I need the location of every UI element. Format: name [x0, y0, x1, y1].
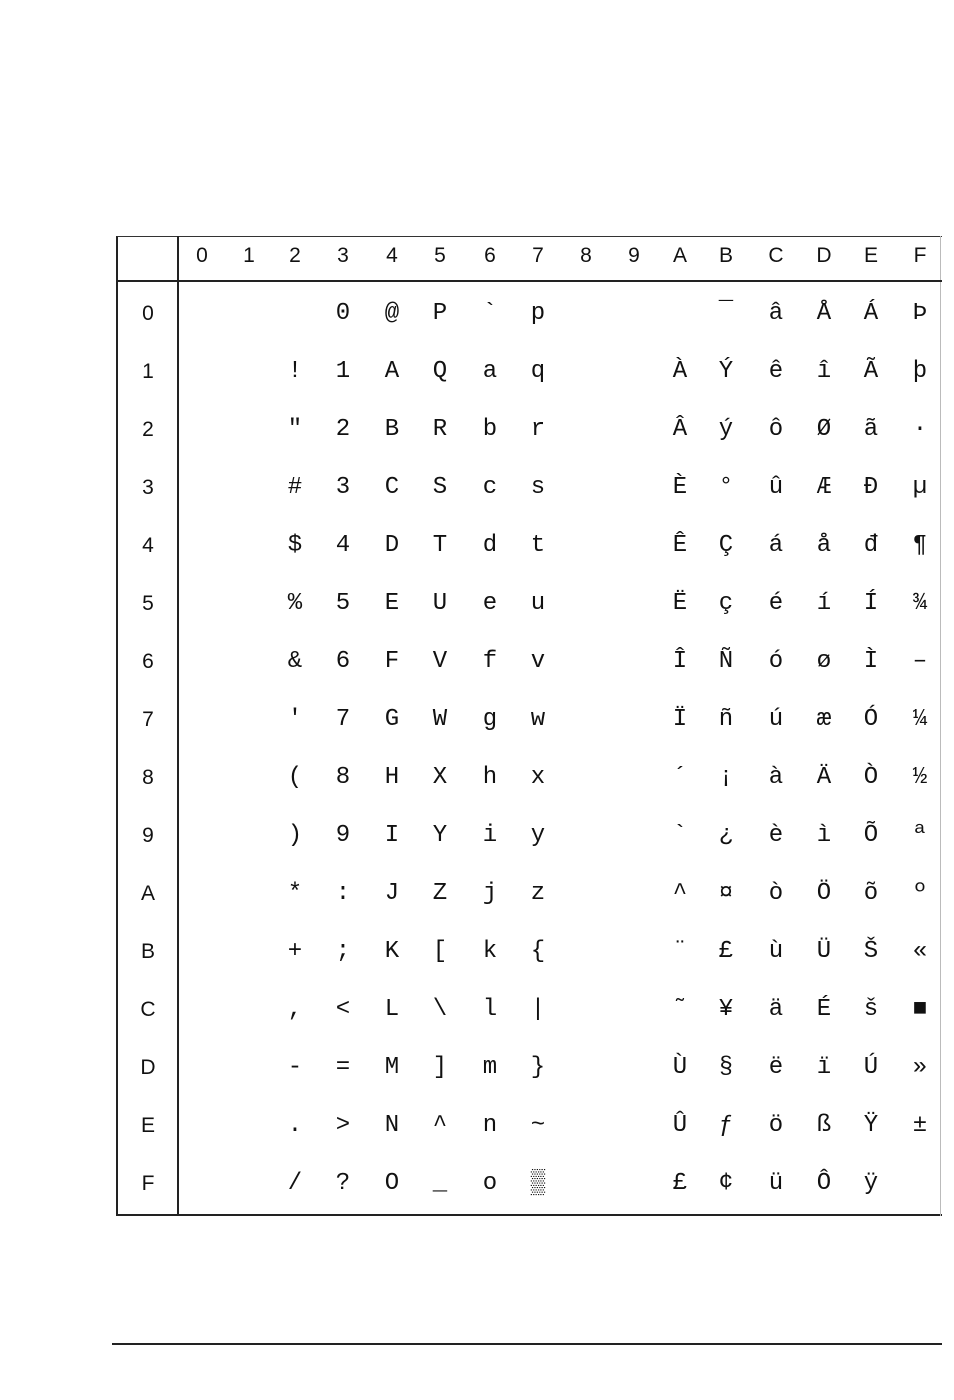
character-cell: ¢ — [718, 1170, 734, 1197]
character-cell: ª — [912, 822, 928, 849]
row-header: 4 — [142, 534, 154, 557]
character-cell: E — [384, 590, 400, 617]
character-cell: z — [530, 880, 546, 907]
character-cell: õ — [863, 880, 879, 907]
character-cell: 3 — [335, 474, 351, 501]
character-cell: T — [432, 532, 448, 559]
character-cell: h — [482, 764, 498, 791]
column-header: 1 — [243, 244, 255, 267]
character-cell: ò — [768, 880, 784, 907]
character-cell: R — [432, 416, 448, 443]
character-cell: A — [384, 358, 400, 385]
character-cell: | — [530, 996, 546, 1023]
character-cell: – — [912, 648, 928, 675]
character-cell: b — [482, 416, 498, 443]
character-cell: o — [482, 1170, 498, 1197]
character-cell: ~ — [530, 1112, 546, 1139]
character-cell: - — [287, 1054, 303, 1081]
character-cell: ? — [335, 1170, 351, 1197]
character-cell: ▒ — [530, 1170, 546, 1197]
character-cell: š — [863, 996, 879, 1023]
character-cell: Ï — [672, 706, 688, 733]
character-cell: y — [530, 822, 546, 849]
character-cell: P — [432, 300, 448, 327]
character-cell: Û — [672, 1112, 688, 1139]
character-cell: Z — [432, 880, 448, 907]
character-cell: â — [768, 300, 784, 327]
character-cell: ß — [816, 1112, 832, 1139]
character-cell: ¿ — [718, 822, 734, 849]
character-cell: Î — [672, 648, 688, 675]
column-header: C — [768, 244, 784, 267]
character-cell: & — [287, 648, 303, 675]
character-cell: Þ — [912, 300, 928, 327]
character-cell: * — [287, 880, 303, 907]
character-cell: Ì — [863, 648, 879, 675]
row-header: 7 — [142, 708, 154, 731]
character-cell: ù — [768, 938, 784, 965]
character-cell: ë — [768, 1054, 784, 1081]
character-cell: , — [287, 996, 303, 1023]
character-cell: ü — [768, 1170, 784, 1197]
character-cell: ø — [816, 648, 832, 675]
row-header: 0 — [142, 302, 154, 325]
column-header: F — [913, 244, 927, 267]
column-header: B — [718, 244, 733, 267]
character-cell: f — [482, 648, 498, 675]
character-cell: ã — [863, 416, 879, 443]
character-cell: ñ — [718, 706, 734, 733]
row-header: 1 — [142, 360, 154, 383]
character-cell: æ — [816, 706, 832, 733]
character-cell: m — [482, 1054, 498, 1081]
character-cell: þ — [912, 358, 928, 385]
character-cell: 6 — [335, 648, 351, 675]
character-cell: V — [432, 648, 448, 675]
character-cell: G — [384, 706, 400, 733]
character-cell: « — [912, 938, 928, 965]
character-cell: C — [384, 474, 400, 501]
character-cell: X — [432, 764, 448, 791]
character-cell: ½ — [912, 764, 928, 791]
character-cell: ö — [768, 1112, 784, 1139]
character-cell: < — [335, 996, 351, 1023]
character-cell: 1 — [335, 358, 351, 385]
character-cell: d — [482, 532, 498, 559]
character-cell: _ — [432, 1170, 448, 1197]
column-header: 0 — [196, 244, 208, 267]
character-cell: \ — [432, 996, 448, 1023]
column-header: 4 — [386, 244, 398, 267]
character-cell: è — [768, 822, 784, 849]
character-cell: º — [912, 880, 928, 907]
character-cell: @ — [384, 300, 400, 327]
character-cell: + — [287, 938, 303, 965]
character-cell: u — [530, 590, 546, 617]
character-cell: : — [335, 880, 351, 907]
character-cell: ¨ — [672, 938, 688, 965]
character-cell: } — [530, 1054, 546, 1081]
character-cell: / — [287, 1170, 303, 1197]
character-cell: å — [816, 532, 832, 559]
character-cell: Ñ — [718, 648, 734, 675]
character-cell: ô — [768, 416, 784, 443]
character-cell: ; — [335, 938, 351, 965]
row-header-divider — [177, 236, 179, 1216]
character-cell: Ë — [672, 590, 688, 617]
row-header: D — [140, 1056, 156, 1079]
character-cell: § — [718, 1054, 734, 1081]
character-cell: . — [287, 1112, 303, 1139]
row-header: 3 — [142, 476, 154, 499]
character-cell: r — [530, 416, 546, 443]
character-cell: 0 — [335, 300, 351, 327]
header-divider — [116, 280, 942, 282]
row-header: 6 — [142, 650, 154, 673]
character-cell: ƒ — [718, 1112, 734, 1139]
character-cell: g — [482, 706, 498, 733]
character-cell: # — [287, 474, 303, 501]
character-cell: Ý — [718, 358, 734, 385]
character-cell: Ú — [863, 1054, 879, 1081]
character-cell: ó — [768, 648, 784, 675]
character-cell: 8 — [335, 764, 351, 791]
character-cell: ¯ — [718, 300, 734, 327]
character-cell: Đ — [863, 474, 879, 501]
character-cell: L — [384, 996, 400, 1023]
character-cell: ' — [287, 706, 303, 733]
character-cell: µ — [912, 474, 928, 501]
character-cell: Ù — [672, 1054, 688, 1081]
character-cell: ± — [912, 1112, 928, 1139]
character-cell: û — [768, 474, 784, 501]
character-cell: Ô — [816, 1170, 832, 1197]
character-cell: Ò — [863, 764, 879, 791]
character-cell: ^ — [432, 1112, 448, 1139]
character-cell: W — [432, 706, 448, 733]
character-cell: p — [530, 300, 546, 327]
character-cell: Ã — [863, 358, 879, 385]
character-cell: é — [768, 590, 784, 617]
character-cell — [275, 298, 315, 330]
character-cell: ) — [287, 822, 303, 849]
character-cell: ú — [768, 706, 784, 733]
character-cell: Ç — [718, 532, 734, 559]
character-cell: e — [482, 590, 498, 617]
column-header: 2 — [289, 244, 301, 267]
character-cell: 4 — [335, 532, 351, 559]
character-cell: D — [384, 532, 400, 559]
character-cell: ä — [768, 996, 784, 1023]
character-cell: à — [768, 764, 784, 791]
character-cell: đ — [863, 532, 879, 559]
character-cell: = — [335, 1054, 351, 1081]
character-cell: È — [672, 474, 688, 501]
character-cell: ` — [672, 822, 688, 849]
character-cell: Ÿ — [863, 1112, 879, 1139]
column-header: 6 — [484, 244, 496, 267]
character-cell: 5 — [335, 590, 351, 617]
character-cell: a — [482, 358, 498, 385]
character-cell: w — [530, 706, 546, 733]
character-cell: É — [816, 996, 832, 1023]
footer-rule — [112, 1343, 942, 1345]
character-cell: ¼ — [912, 706, 928, 733]
column-header: 8 — [580, 244, 592, 267]
row-header: B — [140, 940, 155, 963]
character-cell: ¤ — [718, 880, 734, 907]
character-cell: Æ — [816, 474, 832, 501]
column-header: 3 — [337, 244, 349, 267]
row-header: F — [141, 1172, 155, 1195]
character-cell: 7 — [335, 706, 351, 733]
character-cell: [ — [432, 938, 448, 965]
character-cell: ÿ — [863, 1170, 879, 1197]
column-header: E — [863, 244, 878, 267]
character-cell: ´ — [672, 764, 688, 791]
character-cell: { — [530, 938, 546, 965]
character-cell: % — [287, 590, 303, 617]
character-cell: H — [384, 764, 400, 791]
character-cell: > — [335, 1112, 351, 1139]
character-cell: s — [530, 474, 546, 501]
column-header: 9 — [628, 244, 640, 267]
character-cell: j — [482, 880, 498, 907]
row-header: A — [140, 882, 155, 905]
character-cell: ! — [287, 358, 303, 385]
character-cell: F — [384, 648, 400, 675]
character-cell: Ä — [816, 764, 832, 791]
character-cell: i — [482, 822, 498, 849]
character-cell: Y — [432, 822, 448, 849]
character-cell: î — [816, 358, 832, 385]
character-cell — [900, 1168, 940, 1200]
character-cell: Ü — [816, 938, 832, 965]
character-cell: á — [768, 532, 784, 559]
character-cell: ¡ — [718, 764, 734, 791]
character-cell: í — [816, 590, 832, 617]
character-cell: c — [482, 474, 498, 501]
character-cell: Á — [863, 300, 879, 327]
column-header: A — [672, 244, 687, 267]
character-cell: Š — [863, 938, 879, 965]
character-cell: ì — [816, 822, 832, 849]
character-cell: £ — [672, 1170, 688, 1197]
character-cell: Ø — [816, 416, 832, 443]
character-cell: Ö — [816, 880, 832, 907]
character-cell: 2 — [335, 416, 351, 443]
character-cell: O — [384, 1170, 400, 1197]
character-cell: S — [432, 474, 448, 501]
row-header: C — [140, 998, 156, 1021]
row-header: 9 — [142, 824, 154, 847]
character-cell — [660, 298, 700, 330]
character-cell: ° — [718, 474, 734, 501]
character-cell: ] — [432, 1054, 448, 1081]
character-cell: Ó — [863, 706, 879, 733]
character-cell: ( — [287, 764, 303, 791]
character-cell: q — [530, 358, 546, 385]
character-cell: v — [530, 648, 546, 675]
character-cell: · — [912, 416, 928, 443]
character-cell: U — [432, 590, 448, 617]
character-cell: n — [482, 1112, 498, 1139]
character-cell: ^ — [672, 880, 688, 907]
table-right-edge — [940, 236, 941, 1216]
character-cell: " — [287, 416, 303, 443]
character-cell: $ — [287, 532, 303, 559]
row-header: 5 — [142, 592, 154, 615]
character-cell: M — [384, 1054, 400, 1081]
character-cell: K — [384, 938, 400, 965]
character-cell: N — [384, 1112, 400, 1139]
character-cell: ¶ — [912, 532, 928, 559]
character-cell: Í — [863, 590, 879, 617]
character-cell: ç — [718, 590, 734, 617]
row-header: 8 — [142, 766, 154, 789]
column-header: 7 — [532, 244, 544, 267]
character-cell: £ — [718, 938, 734, 965]
character-cell: k — [482, 938, 498, 965]
row-header: 2 — [142, 418, 154, 441]
character-cell: J — [384, 880, 400, 907]
character-cell: ¥ — [718, 996, 734, 1023]
character-cell: ê — [768, 358, 784, 385]
character-cell: ■ — [912, 996, 928, 1023]
character-cell: Q — [432, 358, 448, 385]
character-cell: ý — [718, 416, 734, 443]
character-cell: t — [530, 532, 546, 559]
character-cell: x — [530, 764, 546, 791]
character-cell: Å — [816, 300, 832, 327]
column-header: 5 — [434, 244, 446, 267]
character-cell: ¾ — [912, 590, 928, 617]
character-cell: » — [912, 1054, 928, 1081]
character-cell: I — [384, 822, 400, 849]
character-cell: ` — [482, 300, 498, 327]
character-cell: Õ — [863, 822, 879, 849]
character-cell: ï — [816, 1054, 832, 1081]
row-header: E — [140, 1114, 155, 1137]
column-header: D — [816, 244, 832, 267]
character-cell: B — [384, 416, 400, 443]
character-cell: ˜ — [672, 996, 688, 1023]
character-cell: Ê — [672, 532, 688, 559]
character-cell: Â — [672, 416, 688, 443]
character-cell: 9 — [335, 822, 351, 849]
character-cell: l — [482, 996, 498, 1023]
character-cell: À — [672, 358, 688, 385]
